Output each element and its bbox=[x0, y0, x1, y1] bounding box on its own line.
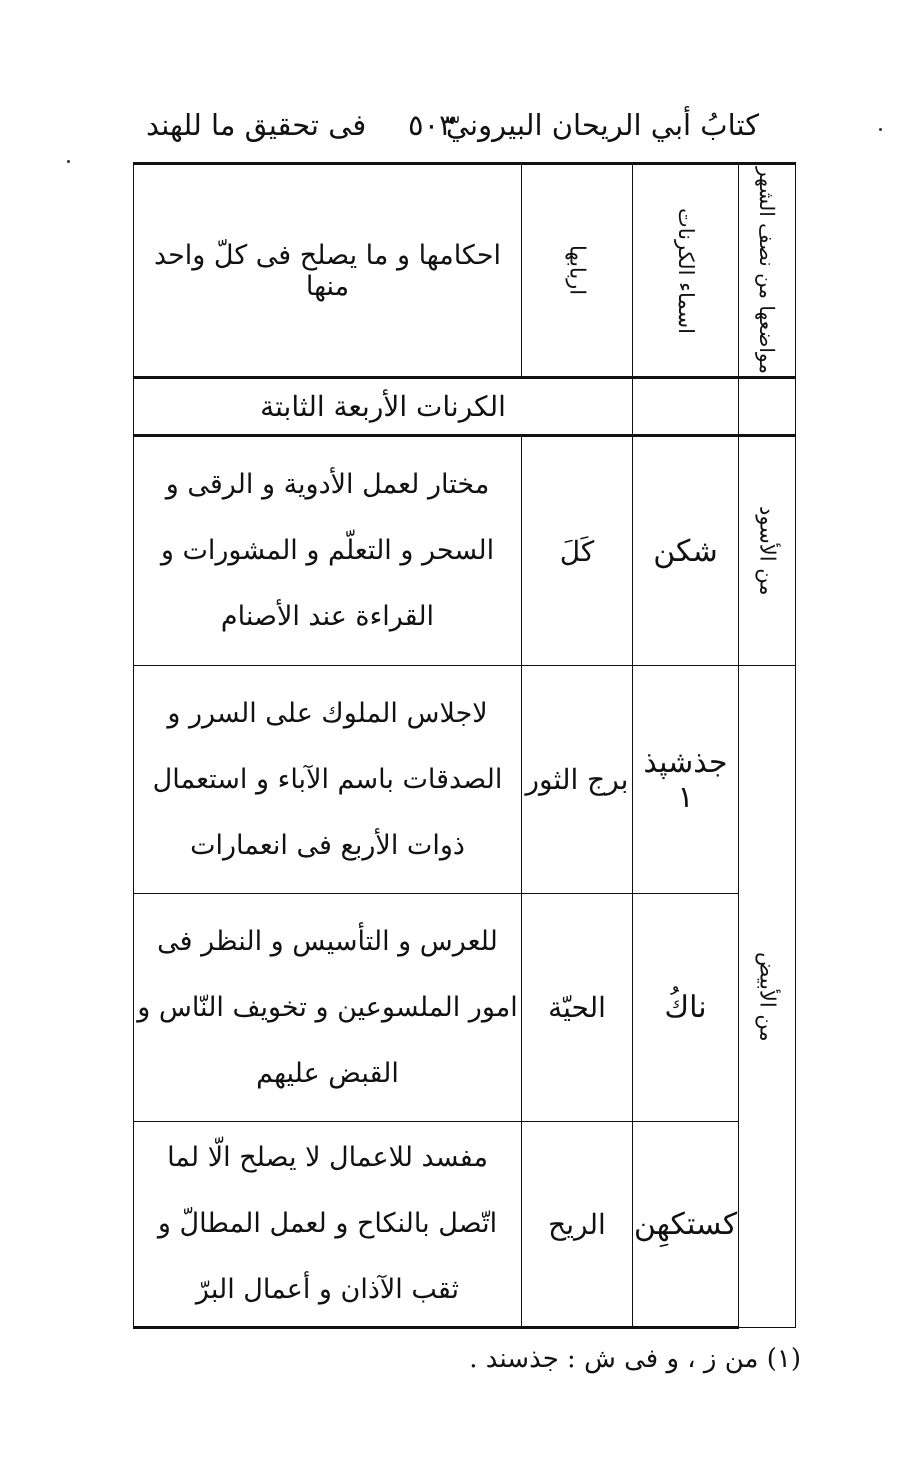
table-header-row bbox=[134, 164, 796, 378]
col-header-position: مواضعها من نصف الشهر bbox=[739, 164, 796, 378]
col-header-rulings: احكامها و ما يصلح فى كلّ واحد منها bbox=[134, 164, 522, 378]
section-row bbox=[134, 378, 796, 436]
karana-lord: الريح bbox=[522, 1122, 633, 1328]
footnote: (١) من ز ، و فى ش : جذسند . bbox=[469, 1344, 801, 1374]
karana-name: شكن bbox=[633, 436, 739, 666]
page-number: ٥٠٣ bbox=[408, 108, 455, 142]
table-row bbox=[134, 1122, 796, 1328]
karana-lord: برج الثور bbox=[522, 666, 633, 894]
karana-ruling: مختار لعمل الأدوية و الرقى و السحر و التعلّم و المشورات و القراءة عند الأصنام bbox=[134, 436, 522, 666]
book-title: كتابُ أبي الريحان البيرونيّ bbox=[445, 108, 759, 142]
table-row bbox=[134, 894, 796, 1122]
stray-mark bbox=[879, 128, 882, 131]
karana-lord: الحيّة bbox=[522, 894, 633, 1122]
karana-lord: كَلَ bbox=[522, 436, 633, 666]
section-empty-cell bbox=[739, 378, 796, 436]
karana-name: جذشپذ ١ bbox=[633, 666, 739, 894]
col-header-names: اسماء الكرنات bbox=[633, 164, 739, 378]
karana-ruling: للعرس و التأسيس و النظر فى امور الملسوعين و تخويف النّاس و القبض عليهم bbox=[134, 894, 522, 1122]
section-heading: الكرنات الأربعة الثابتة bbox=[134, 378, 633, 436]
karanas-table bbox=[133, 162, 796, 1329]
table-row bbox=[134, 666, 796, 894]
karana-ruling: لاجلاس الملوك على السرر و الصدقات باسم الآباء و استعمال ذوات الأربع فى انعمارات bbox=[134, 666, 522, 894]
karana-name: ناكُ bbox=[633, 894, 739, 1122]
section-title: فی تحقیق ما للهند bbox=[146, 108, 367, 142]
col-header-lords: اربابها bbox=[522, 164, 633, 378]
karana-name: كستكهِن bbox=[633, 1122, 739, 1328]
table-row bbox=[134, 436, 796, 666]
karana-ruling: مفسد للاعمال لا يصلح الّا لما اتّصل بالنكاح و لعمل المطالّ و ثقب الآذان و أعمال البرّ bbox=[134, 1122, 522, 1328]
section-empty-cell bbox=[633, 378, 739, 436]
stray-mark bbox=[67, 160, 70, 163]
half-light: من الأبيض bbox=[739, 666, 796, 1328]
half-dark: من الأسود bbox=[739, 436, 796, 666]
